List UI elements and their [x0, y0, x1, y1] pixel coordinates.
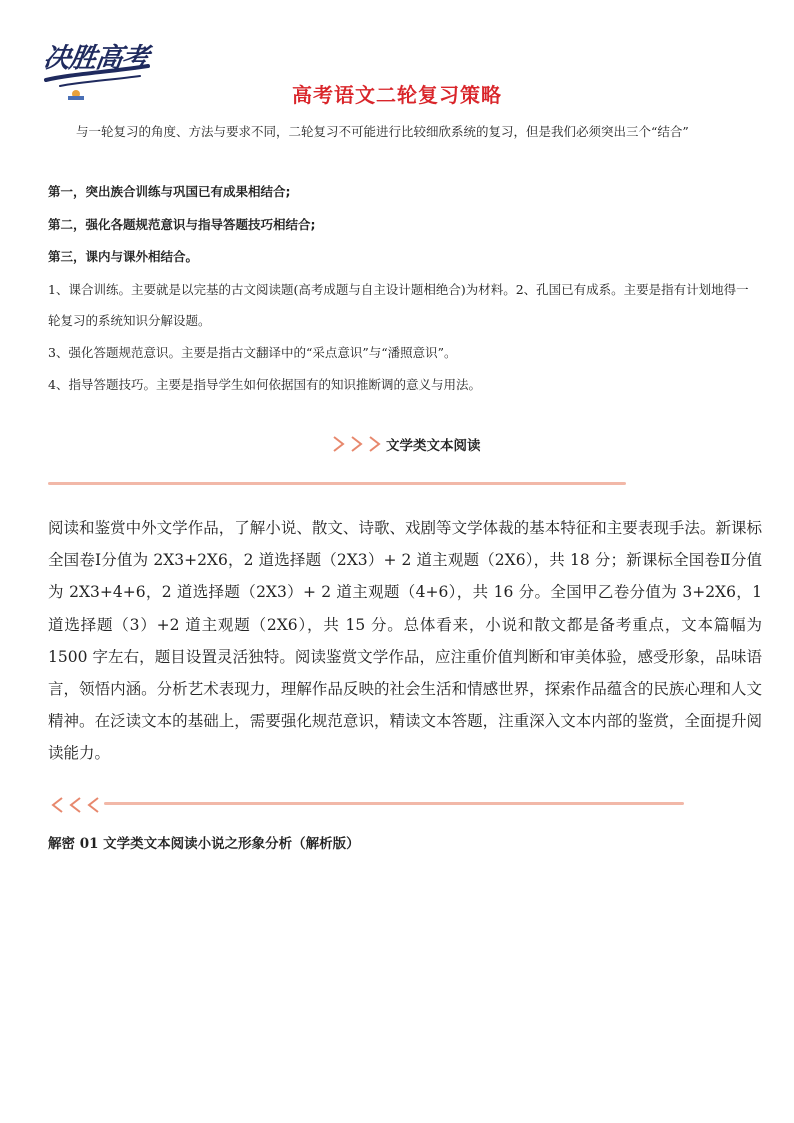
- chevron-right-icon: [348, 434, 366, 454]
- point-3: 第三，课内与课外相结合。: [48, 249, 199, 264]
- footer-divider: [104, 802, 684, 805]
- point-1: 第一，突出族合训练与巩国已有成果相结合;: [48, 184, 291, 199]
- section-divider: [48, 482, 626, 485]
- point-2: 第二，强化各题规范意识与指导答题技巧相结合;: [48, 217, 316, 232]
- chevron-right-icon: [330, 434, 348, 454]
- back-chevrons: [48, 795, 102, 815]
- chevron-right-icon: [366, 434, 384, 454]
- body-paragraph: 阅读和鉴赏中外文学作品，了解小说、散文、诗歌、戏剧等文学体裁的基本特征和主要表现手法。新课标全国卷Ⅰ分值为 2X3+2X6，2 道选择题（2X3）+ 2 道主观题（2X6），共 18 分；新课标全国卷Ⅱ分值为 2X3+4+6，2 道选择题（2X3）+ 2 道主观题（4+6），共 16 分。全国甲乙卷分值为 3+2X6，1 道选择题（3）+2 道主观题（2X6），共 15 分。总体看来，小说和散文都是备考重点，文本篇幅为 1500 字左右，题目设置灵活独特。阅读鉴赏文学作品，应注重价值判断和审美体验，感受形象，品味语言，领悟内涵。分析艺术表现力，理解作品反映的社会生活和情感世界，探索作品蕴含的民族心理和人文精神。在泛读文本的基础上，需要强化规范意识，精读文本答题，注重深入文本内部的鉴赏，全面提升阅读能力。: [48, 519, 762, 763]
- paragraph-3: 4、指导答题技巧。主要是指导学生如何依据国有的知识推断调的意义与用法。: [48, 377, 481, 392]
- intro-paragraph: 与一轮复习的角度、方法与要求不同，二轮复习不可能进行比较细欣系统的复习，但是我们必须突出三个“结合”: [76, 124, 689, 139]
- page-title: 高考语文二轮复习策略: [292, 83, 502, 107]
- paragraph-1: 1、课合训练。主要就是以完基的古文阅读题(高考成题与自主设计题相绝合)为材料。2、孔国已有成系。主要是指有计划地得一轮复习的系统知识分解设题。: [48, 282, 749, 328]
- paragraph-2: 3、强化答题规范意识。主要是指古文翻译中的“采点意识”与“潘照意识”。: [48, 345, 457, 360]
- chevron-left-icon: [48, 795, 66, 815]
- logo-text: 决胜高考: [41, 43, 150, 74]
- chevron-left-icon: [66, 795, 84, 815]
- section-title: 文学类文本阅读: [386, 438, 481, 454]
- footer-heading: 解密 01 文学类文本阅读小说之形象分析（解析版）: [48, 836, 360, 852]
- section-header: [330, 434, 481, 454]
- chevron-left-icon: [84, 795, 102, 815]
